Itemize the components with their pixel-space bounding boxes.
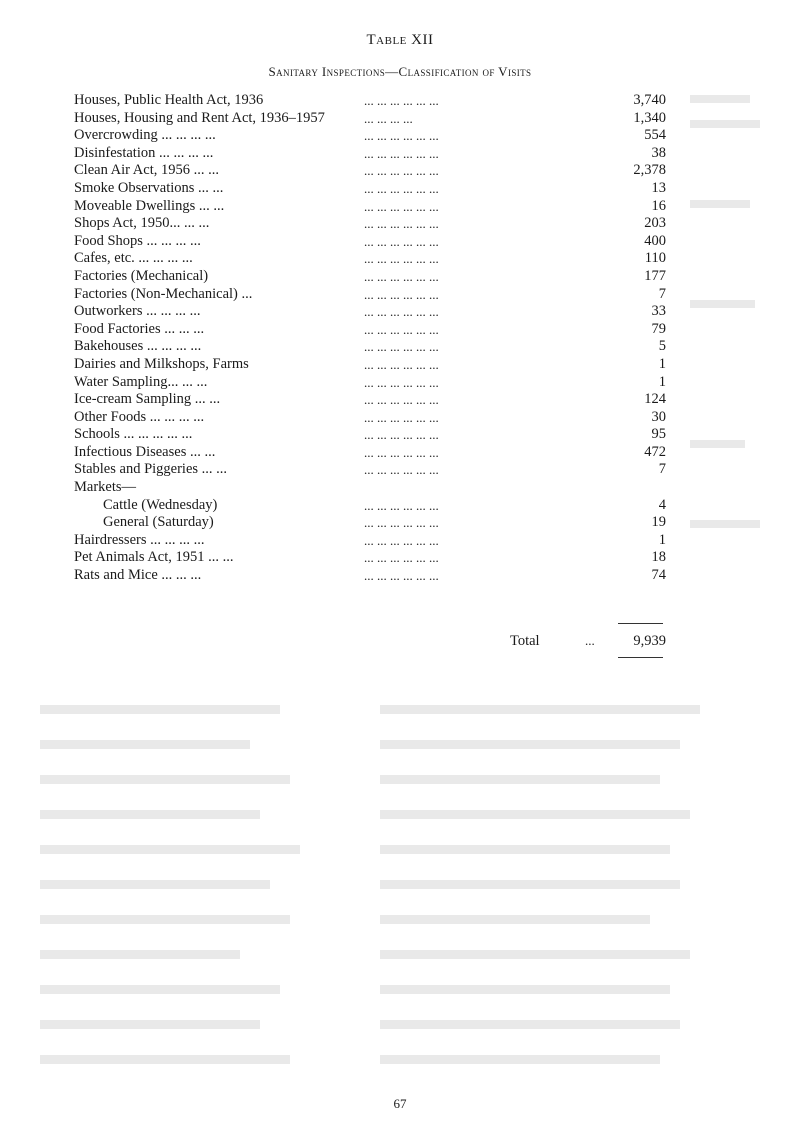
row-label: Markets— — [74, 479, 137, 496]
table-row — [74, 286, 674, 304]
row-value: 4 — [658, 496, 666, 513]
row-value: 7 — [658, 285, 666, 302]
row-leader-dots: ... ... ... ... ... ... — [364, 409, 439, 425]
table-row — [74, 356, 674, 374]
table-row — [74, 567, 674, 585]
row-value: 1 — [658, 355, 666, 372]
row-label: Infectious Diseases ... ... — [74, 443, 216, 460]
row-label: Bakehouses ... ... ... ... — [74, 338, 202, 355]
row-leader-dots: ... ... ... ... ... ... — [364, 568, 439, 584]
total-rule-top — [618, 623, 663, 624]
table-row — [74, 127, 674, 145]
row-value: 124 — [644, 391, 666, 408]
row-label: Factories (Non-Mechanical) ... — [74, 285, 253, 302]
row-leader-dots: ... ... ... ... ... ... — [364, 198, 439, 214]
row-value: 74 — [651, 567, 666, 584]
row-leader-dots: ... ... ... ... ... ... — [364, 444, 439, 460]
row-leader-dots: ... ... ... ... ... ... — [364, 145, 439, 161]
table-row — [74, 514, 674, 532]
row-leader-dots: ... ... ... ... ... ... — [364, 268, 439, 284]
row-label: Factories (Mechanical) — [74, 267, 209, 284]
row-leader-dots: ... ... ... ... ... ... — [364, 339, 439, 355]
row-label: Dairies and Milkshops, Farms — [74, 355, 249, 372]
row-label: Hairdressers ... ... ... ... — [74, 531, 205, 548]
row-label: Rats and Mice ... ... ... — [74, 567, 202, 584]
row-value: 203 — [644, 215, 666, 232]
inspection-table — [74, 92, 674, 585]
row-leader-dots: ... ... ... ... — [364, 110, 413, 126]
table-title: Table XII — [366, 32, 434, 48]
row-leader-dots: ... ... ... ... ... ... — [364, 216, 439, 232]
total-row — [74, 631, 674, 651]
row-value: 2,378 — [633, 162, 666, 179]
row-label: Overcrowding ... ... ... ... — [74, 127, 216, 144]
table-row — [74, 162, 674, 180]
row-label: Pet Animals Act, 1951 ... ... — [74, 549, 234, 566]
row-label: Houses, Public Health Act, 1936 — [74, 92, 264, 108]
page-number: 67 — [393, 1096, 407, 1111]
row-leader-dots: ... ... ... ... ... ... — [364, 163, 439, 179]
total-leader-dots: ... — [585, 633, 595, 648]
row-label: Ice-cream Sampling ... ... — [74, 391, 221, 408]
row-leader-dots: ... ... ... ... ... ... — [364, 550, 439, 566]
row-label: Food Shops ... ... ... ... — [74, 232, 201, 249]
table-row — [74, 532, 674, 550]
table-row — [74, 409, 674, 427]
table-row — [74, 145, 674, 163]
table-row — [74, 92, 674, 110]
row-label: Other Foods ... ... ... ... — [74, 408, 205, 425]
table-row — [74, 215, 674, 233]
row-leader-dots: ... ... ... ... ... ... — [364, 233, 439, 249]
row-value: 79 — [651, 320, 666, 337]
table-row — [74, 374, 674, 392]
row-label: Houses, Housing and Rent Act, 1936–1957 — [74, 109, 325, 126]
row-leader-dots: ... ... ... ... ... ... — [364, 304, 439, 320]
row-value: 38 — [651, 144, 666, 161]
row-value: 1 — [658, 531, 666, 548]
row-value: 33 — [651, 303, 666, 320]
row-value: 177 — [644, 267, 666, 284]
table-row — [74, 479, 674, 497]
row-value: 554 — [644, 127, 666, 144]
row-label: Schools ... ... ... ... ... — [74, 426, 193, 443]
row-label: Food Factories ... ... ... — [74, 320, 205, 337]
row-label: Water Sampling... ... ... — [74, 373, 208, 390]
row-leader-dots: ... ... ... ... ... ... — [364, 321, 439, 337]
row-value: 30 — [651, 408, 666, 425]
row-label: General (Saturday) — [103, 514, 214, 531]
table-row — [74, 497, 674, 515]
row-leader-dots: ... ... ... ... ... ... — [364, 462, 439, 478]
row-leader-dots: ... ... ... ... ... ... — [364, 128, 439, 144]
row-leader-dots: ... ... ... ... ... ... — [364, 286, 439, 302]
row-leader-dots: ... ... ... ... ... ... — [364, 515, 439, 531]
table-row — [74, 321, 674, 339]
row-value: 3,740 — [633, 92, 666, 108]
row-label: Moveable Dwellings ... ... — [74, 197, 225, 214]
row-label: Stables and Piggeries ... ... — [74, 461, 228, 478]
row-value: 13 — [651, 179, 666, 196]
row-leader-dots: ... ... ... ... ... ... — [364, 427, 439, 443]
table-row — [74, 391, 674, 409]
row-label: Smoke Observations ... ... — [74, 179, 224, 196]
row-label: Shops Act, 1950... ... ... — [74, 215, 210, 232]
table-row — [74, 338, 674, 356]
row-leader-dots: ... ... ... ... ... ... — [364, 374, 439, 390]
table-row — [74, 303, 674, 321]
table-row — [74, 180, 674, 198]
table-row — [74, 233, 674, 251]
table-row — [74, 198, 674, 216]
row-value: 7 — [658, 461, 666, 478]
row-value: 16 — [651, 197, 666, 214]
table-row — [74, 549, 674, 567]
row-leader-dots: ... ... ... ... ... ... — [364, 392, 439, 408]
total-value: 9,939 — [633, 633, 666, 649]
row-leader-dots: ... ... ... ... ... ... — [364, 356, 439, 372]
row-value: 1 — [658, 373, 666, 390]
row-leader-dots: ... ... ... ... ... ... — [364, 251, 439, 267]
row-value: 19 — [651, 514, 666, 531]
table-row — [74, 268, 674, 286]
table-row — [74, 426, 674, 444]
row-value: 110 — [644, 250, 666, 267]
row-value: 472 — [644, 443, 666, 460]
row-leader-dots: ... ... ... ... ... ... — [364, 180, 439, 196]
row-leader-dots: ... ... ... ... ... ... — [364, 497, 439, 513]
table-row — [74, 110, 674, 128]
table-subtitle: Sanitary Inspections—Classification of Visits — [268, 64, 532, 79]
table-row — [74, 444, 674, 462]
row-value: 18 — [651, 549, 666, 566]
row-label: Outworkers ... ... ... ... — [74, 303, 201, 320]
row-label: Cafes, etc. ... ... ... ... — [74, 250, 193, 267]
row-label: Disinfestation ... ... ... ... — [74, 144, 214, 161]
row-value: 400 — [644, 232, 666, 249]
row-leader-dots: ... ... ... ... ... ... — [364, 93, 439, 108]
row-label: Clean Air Act, 1956 ... ... — [74, 162, 219, 179]
row-label: Cattle (Wednesday) — [103, 496, 218, 513]
row-value: 1,340 — [633, 109, 666, 126]
row-value: 5 — [658, 338, 666, 355]
table-row — [74, 250, 674, 268]
table-row — [74, 461, 674, 479]
row-value: 95 — [651, 426, 666, 443]
total-label: Total — [510, 633, 540, 649]
row-leader-dots: ... ... ... ... ... ... — [364, 532, 439, 548]
total-rule-bottom — [618, 657, 663, 658]
